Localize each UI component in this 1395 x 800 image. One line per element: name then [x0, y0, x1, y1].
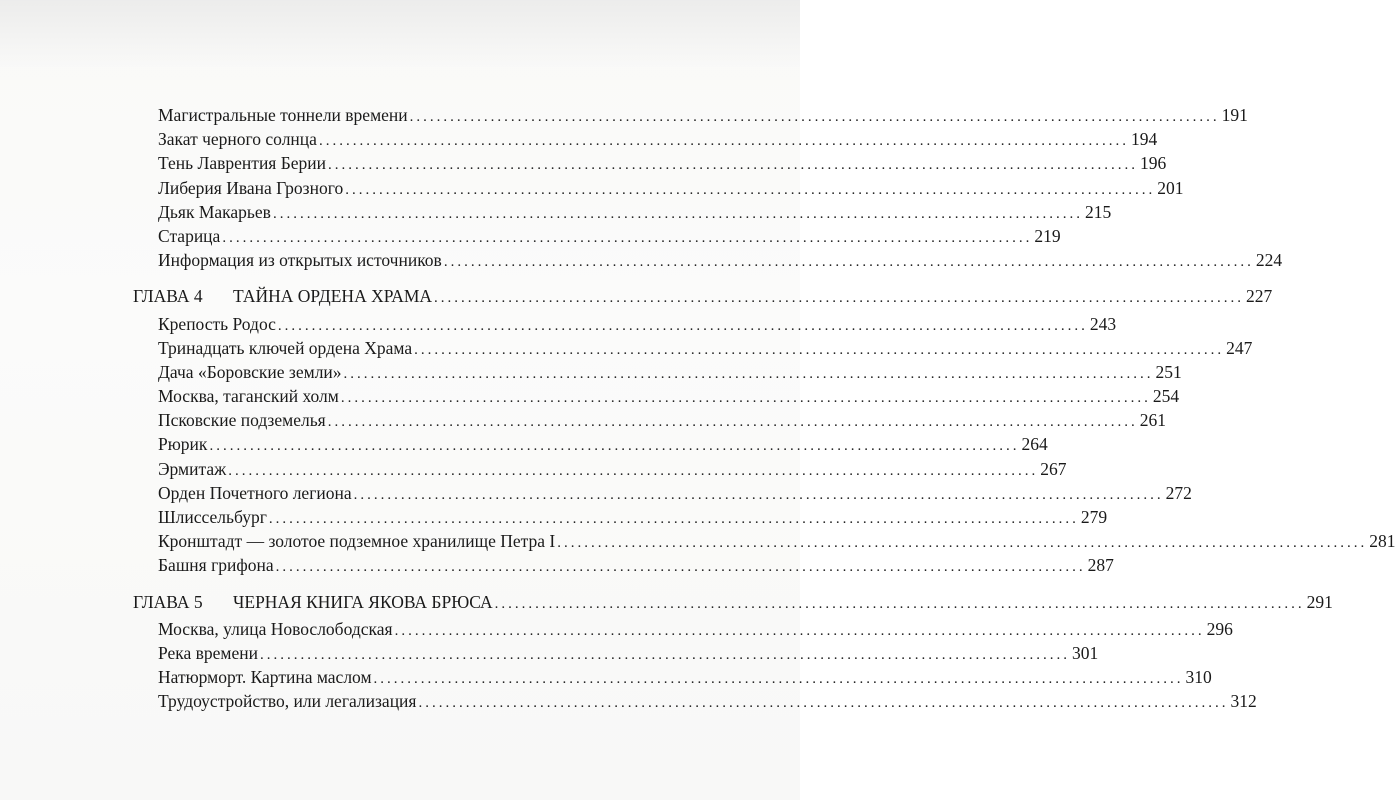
toc-entry-title: Рюрик [158, 434, 208, 455]
toc-entry-page: 191 [1221, 105, 1248, 125]
toc-entry [133, 248, 1283, 272]
toc-entry-title: Магистральные тоннели времени [158, 105, 408, 125]
toc-entry-title: Башня грифона [158, 555, 274, 576]
toc-entry [133, 505, 1108, 529]
toc-entry [133, 127, 1158, 151]
dot-leader: ........................................................................................................................ [418, 695, 1229, 712]
dot-leader: ........................................................................................................................ [494, 595, 1305, 612]
toc-entry [133, 200, 1112, 224]
toc-entry-title: Информация из открытых источников [158, 250, 442, 271]
toc-entry-title: Трудоустройство, или легализация [158, 691, 417, 712]
dot-leader: ........................................................................................................................ [275, 559, 1086, 576]
chapter-title: ЧЕРНАЯ КНИГА ЯКОВА БРЮСА [233, 591, 493, 612]
toc-entry-page: 196 [1140, 153, 1167, 174]
toc-entry [133, 408, 1166, 432]
dot-leader: ........................................................................................................................ [353, 486, 1164, 503]
chapter-label: ГЛАВА 4 [133, 286, 203, 307]
table-of-contents [133, 103, 1395, 714]
toc-entry-title: Псковские подземелья [158, 410, 326, 431]
toc-entry-page: 310 [1185, 667, 1212, 688]
toc-entry-page: 247 [1226, 337, 1253, 358]
chapter-page: 227 [1246, 286, 1273, 307]
toc-entry-page: 264 [1021, 434, 1048, 455]
toc-entry-title: Старица [158, 225, 221, 246]
toc-entry-page: 267 [1040, 458, 1067, 479]
toc-entry [133, 176, 1184, 200]
dot-leader: ........................................................................................................................ [434, 290, 1245, 307]
toc-entry-page: 272 [1165, 482, 1192, 503]
toc-entry-title: Москва, улица Новослободская [158, 618, 393, 639]
toc-entry-title: Дача «Боровские земли» [158, 361, 342, 382]
toc-entry-title: Река времени [158, 642, 259, 663]
toc-entry [133, 103, 1248, 127]
toc-entry [133, 384, 1180, 408]
toc-entry-page: 261 [1139, 410, 1166, 431]
toc-entry [133, 224, 1061, 248]
toc-entry [133, 689, 1257, 713]
dot-leader: ........................................................................................................................ [345, 181, 1156, 198]
dot-leader: ........................................................................................................................ [260, 646, 1071, 663]
dot-leader: ........................................................................................................................ [318, 133, 1129, 150]
dot-leader: ........................................................................................................................ [328, 157, 1139, 174]
toc-entry [133, 151, 1167, 175]
dot-leader: ........................................................................................................................ [394, 622, 1205, 639]
chapter-label: ГЛАВА 5 [133, 591, 203, 612]
page-edge-shadow [0, 0, 800, 70]
chapter-heading [133, 284, 1273, 308]
chapter-page: 291 [1306, 591, 1333, 612]
toc-entry-page: 251 [1155, 361, 1182, 382]
toc-entry-title: Москва, таганский холм [158, 386, 339, 407]
dot-leader: ........................................................................................................................ [222, 229, 1033, 246]
toc-entry-page: 287 [1087, 555, 1114, 576]
toc-entry-title: Крепость Родос [158, 313, 276, 334]
toc-entry-title: Дьяк Макарьев [158, 201, 271, 222]
toc-entry-page: 243 [1089, 313, 1117, 334]
toc-entry-page: 279 [1080, 507, 1108, 527]
dot-leader: ........................................................................................................................ [373, 671, 1184, 688]
toc-entry [133, 432, 1048, 456]
toc-entry [133, 617, 1233, 641]
toc-entry [133, 481, 1192, 505]
chapter-title: ТАЙНА ОРДЕНА ХРАМА [233, 286, 433, 307]
toc-entry-page: 254 [1152, 386, 1180, 407]
toc-entry-title: Закат черного солнца [158, 129, 317, 150]
toc-entry [133, 553, 1114, 577]
dot-leader: ........................................................................................................................ [409, 109, 1220, 125]
toc-entry-page: 224 [1255, 250, 1283, 271]
toc-entry-title: Орден Почетного легиона [158, 482, 352, 503]
dot-leader: ........................................................................................................................ [209, 438, 1020, 455]
toc-entry [133, 529, 1395, 553]
toc-entry-title: Либерия Ивана Грозного [158, 177, 344, 198]
dot-leader: ........................................................................................................................ [228, 462, 1039, 479]
toc-entry-title: Кронштадт — золотое подземное хранилище Петра I [158, 531, 556, 552]
toc-entry-title: Тринадцать ключей ордена Храма [158, 337, 413, 358]
toc-entry-page: 301 [1072, 642, 1099, 663]
dot-leader: ........................................................................................................................ [414, 341, 1225, 358]
chapter-heading [133, 590, 1333, 614]
toc-entry-title: Тень Лаврентия Берии [158, 153, 327, 174]
toc-entry-title: Натюрморт. Картина маслом [158, 667, 372, 688]
toc-entry-page: 281 [1369, 531, 1395, 552]
toc-entry [133, 360, 1182, 384]
toc-entry [133, 641, 1099, 665]
toc-entry-title: Шлиссельбург [158, 507, 267, 527]
toc-entry [133, 336, 1253, 360]
dot-leader: ........................................................................................................................ [272, 205, 1083, 222]
toc-entry-page: 201 [1157, 177, 1184, 198]
dot-leader: ........................................................................................................................ [343, 365, 1154, 382]
toc-entry [133, 312, 1117, 336]
toc-entry-page: 296 [1206, 618, 1233, 639]
dot-leader: ........................................................................................................................ [327, 414, 1138, 431]
toc-entry-page: 219 [1034, 225, 1061, 246]
dot-leader: ........................................................................................................................ [443, 254, 1254, 271]
toc-entry [133, 665, 1212, 689]
dot-leader: ........................................................................................................................ [557, 535, 1368, 552]
toc-entry-title: Эрмитаж [158, 458, 227, 479]
toc-entry [133, 457, 1067, 481]
toc-entry-page: 215 [1084, 201, 1112, 222]
dot-leader: ........................................................................................................................ [277, 317, 1088, 334]
dot-leader: ........................................................................................................................ [268, 511, 1079, 527]
dot-leader: ........................................................................................................................ [340, 390, 1151, 407]
toc-entry-page: 194 [1130, 129, 1158, 150]
toc-entry-page: 312 [1230, 691, 1257, 712]
